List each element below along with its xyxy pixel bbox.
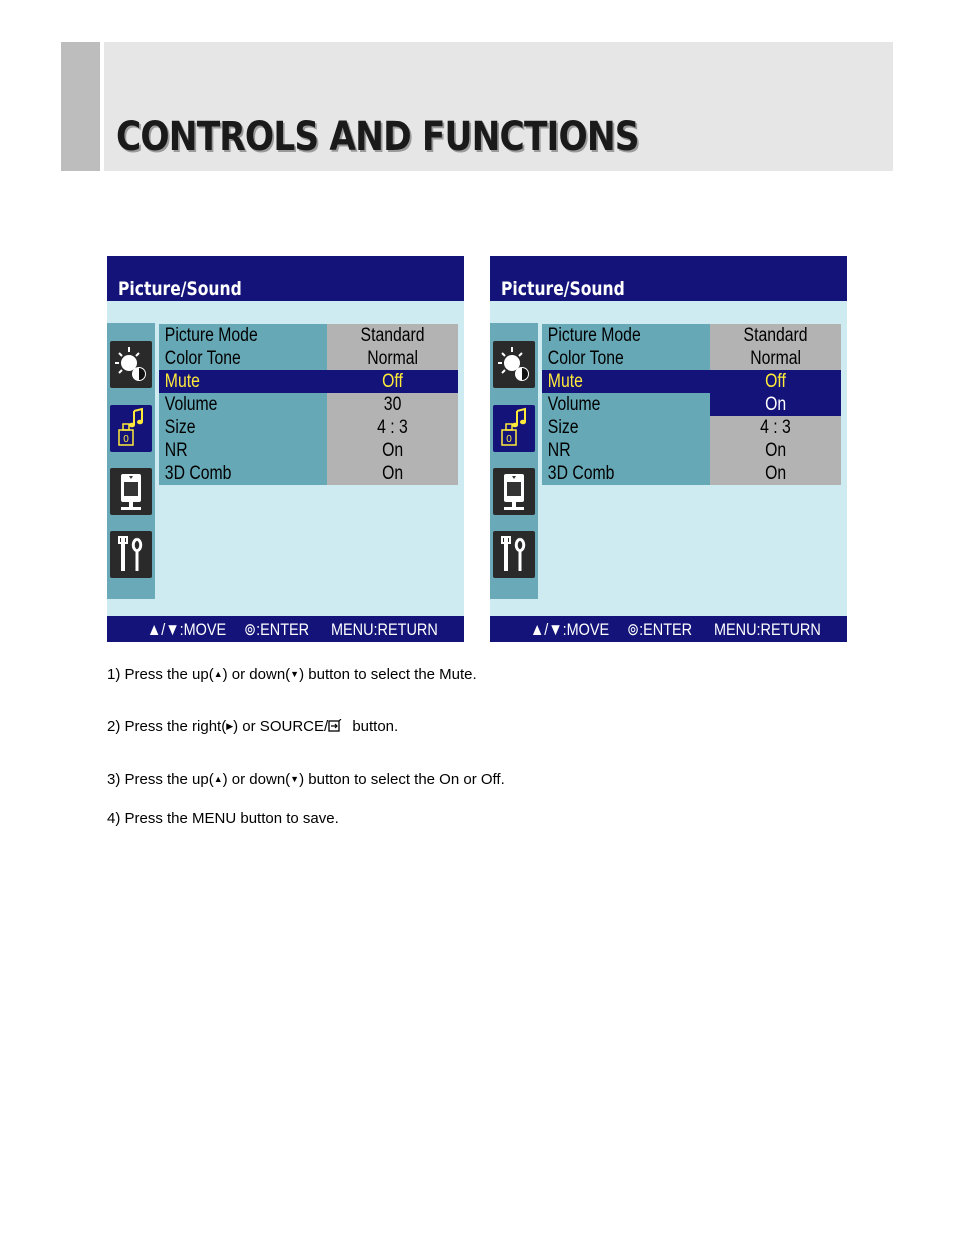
osd-header — [107, 256, 464, 301]
picture-icon[interactable] — [493, 341, 535, 388]
menu-label: Size — [547, 417, 579, 438]
osd-menu — [542, 324, 841, 485]
menu-label: Volume — [164, 394, 218, 415]
menu-row-size[interactable] — [542, 416, 841, 439]
footer-enter-hint: ⊚:ENTER — [244, 620, 310, 639]
right-arrow-icon: ▶ — [226, 721, 234, 731]
menu-value: Off — [382, 371, 403, 392]
svg-text:0: 0 — [123, 434, 129, 445]
svg-text:0: 0 — [506, 434, 512, 445]
sound-icon[interactable] — [493, 405, 535, 452]
menu-row-3d-comb[interactable] — [159, 462, 458, 485]
menu-label: Mute — [547, 371, 583, 392]
menu-label: Mute — [164, 371, 200, 392]
menu-label: Color Tone — [547, 348, 624, 369]
footer-return-hint: MENU:RETURN — [714, 620, 821, 639]
instruction-step-4: 4) Press the MENU button to save. — [107, 810, 339, 827]
osd-screen-before — [107, 256, 464, 642]
menu-value: 4 : 3 — [377, 417, 408, 438]
menu-label: 3D Comb — [547, 463, 615, 484]
menu-label: Picture Mode — [164, 325, 258, 346]
menu-value: On — [764, 463, 787, 484]
menu-label: Size — [164, 417, 196, 438]
menu-row-3d-comb[interactable] — [542, 462, 841, 485]
menu-row-size[interactable] — [159, 416, 458, 439]
osd-menu — [159, 324, 458, 485]
menu-label: Volume — [547, 394, 601, 415]
menu-value: On — [381, 440, 404, 461]
menu-row-volume[interactable] — [542, 393, 841, 416]
menu-label: Color Tone — [164, 348, 241, 369]
osd-title: Picture/Sound — [501, 278, 625, 300]
menu-row-color-tone[interactable] — [159, 347, 458, 370]
footer-move-hint: ▲/▼:MOVE — [147, 620, 227, 639]
picture-icon[interactable] — [110, 341, 152, 388]
osd-screen-after — [490, 256, 847, 642]
header-banner — [104, 42, 893, 171]
instruction-step-3: 3) Press the up(▲) or down(▼) button to select the On or Off. — [107, 771, 505, 788]
osd-footer — [490, 616, 847, 642]
source-enter-icon — [328, 719, 342, 737]
menu-value: Normal — [367, 348, 418, 369]
menu-option-off[interactable]: Off — [765, 371, 786, 392]
channel-icon[interactable] — [110, 468, 152, 515]
menu-value: 30 — [383, 394, 402, 415]
osd-sidebar — [107, 323, 155, 599]
menu-label: NR — [164, 440, 188, 461]
footer-move-hint: ▲/▼:MOVE — [530, 620, 610, 639]
menu-row-nr[interactable] — [542, 439, 841, 462]
header-tab — [61, 42, 100, 171]
channel-icon[interactable] — [493, 468, 535, 515]
menu-value: Standard — [743, 325, 808, 346]
menu-row-color-tone[interactable] — [542, 347, 841, 370]
menu-row-mute[interactable] — [159, 370, 458, 393]
up-arrow-icon: ▲ — [213, 774, 223, 784]
osd-sidebar — [490, 323, 538, 599]
menu-value: On — [381, 463, 404, 484]
menu-value: 4 : 3 — [760, 417, 791, 438]
setup-icon[interactable] — [110, 531, 152, 578]
page-title: CONTROLS AND FUNCTIONS — [116, 114, 639, 160]
menu-option-on[interactable]: On — [764, 394, 787, 415]
sound-icon[interactable] — [110, 405, 152, 452]
down-arrow-icon: ▼ — [290, 774, 300, 784]
menu-label: Picture Mode — [547, 325, 641, 346]
menu-row-picture-mode[interactable] — [159, 324, 458, 347]
menu-value: On — [764, 440, 787, 461]
menu-label: NR — [547, 440, 571, 461]
menu-row-nr[interactable] — [159, 439, 458, 462]
menu-row-mute[interactable] — [542, 370, 841, 393]
osd-title: Picture/Sound — [118, 278, 242, 300]
setup-icon[interactable] — [493, 531, 535, 578]
up-arrow-icon: ▲ — [213, 669, 223, 679]
footer-enter-hint: ⊚:ENTER — [627, 620, 693, 639]
down-arrow-icon: ▼ — [290, 669, 300, 679]
instruction-step-1: 1) Press the up(▲) or down(▼) button to select the Mute. — [107, 666, 477, 683]
menu-value: Standard — [360, 325, 425, 346]
footer-return-hint: MENU:RETURN — [331, 620, 438, 639]
instruction-step-2: 2) Press the right(▶) or SOURCE/ button. — [107, 718, 399, 735]
menu-row-picture-mode[interactable] — [542, 324, 841, 347]
osd-header — [490, 256, 847, 301]
osd-footer — [107, 616, 464, 642]
menu-label: 3D Comb — [164, 463, 232, 484]
menu-row-volume[interactable] — [159, 393, 458, 416]
menu-value: Normal — [750, 348, 801, 369]
